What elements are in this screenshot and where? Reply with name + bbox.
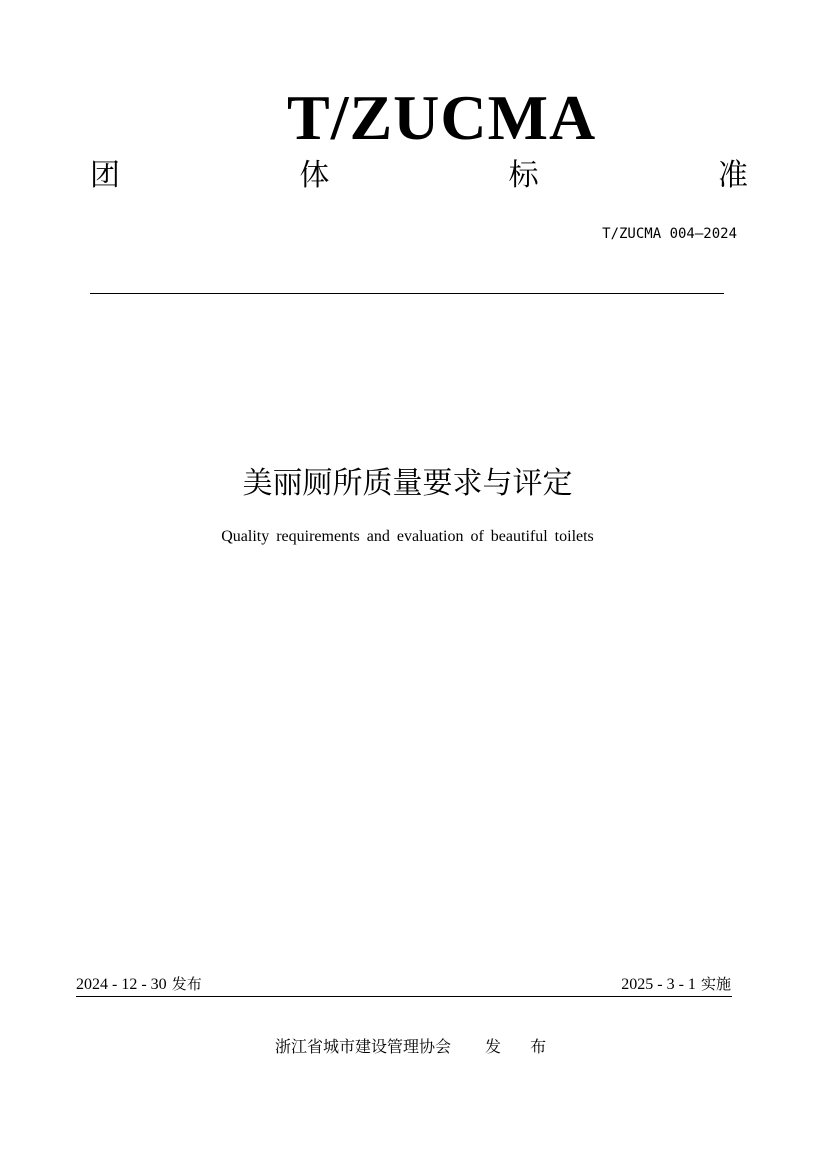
document-title-english: Quality requirements and evaluation of beautiful toilets bbox=[221, 528, 594, 545]
implementation-date-block bbox=[621, 973, 731, 996]
publish-action: 发 布 bbox=[485, 1037, 559, 1056]
standard-type-char: 团 bbox=[90, 158, 120, 193]
footer-divider bbox=[76, 996, 732, 997]
standard-type-char: 体 bbox=[299, 158, 330, 193]
publisher-line bbox=[275, 1036, 558, 1058]
standard-type-char: 准 bbox=[717, 158, 748, 193]
release-date-block bbox=[76, 973, 202, 996]
publisher-name: 浙江省城市建设管理协会 bbox=[275, 1037, 452, 1056]
standard-type-char: 标 bbox=[508, 158, 539, 193]
date-row bbox=[76, 974, 731, 996]
standard-type-heading bbox=[90, 156, 748, 196]
standard-number: T/ZUCMA 004—2024 bbox=[602, 226, 737, 242]
standard-code-logo: T/ZUCMA bbox=[287, 82, 597, 153]
implementation-label: 实施 bbox=[700, 975, 731, 993]
release-label: 发布 bbox=[171, 975, 202, 993]
release-date: 2024 - 12 - 30 bbox=[76, 976, 167, 993]
implementation-date: 2025 - 3 - 1 bbox=[621, 976, 696, 993]
document-title-chinese: 美丽厕所质量要求与评定 bbox=[242, 466, 573, 501]
header-divider bbox=[90, 293, 724, 294]
